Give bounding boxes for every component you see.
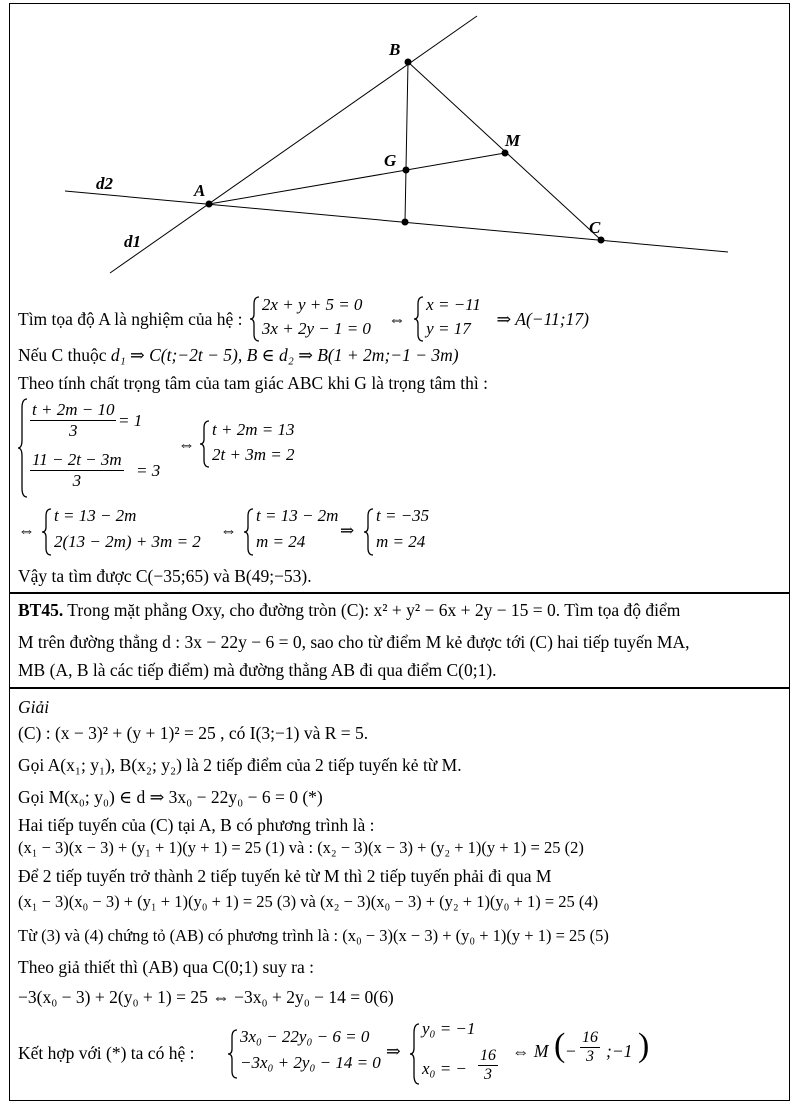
problem-line3: MB (A, B là các tiếp điểm) mà đường thẳng AB đi qua điểm C(0;1).: [18, 660, 497, 680]
solution2-l1: (C) : (x − 3)² + (y + 1)² = 25 , có I(3;−1) và R = 5.: [18, 723, 369, 743]
fraction-2: $\frac{11 - 2t - 3m}{3}$: [32, 450, 122, 490]
point-M: [502, 150, 509, 157]
geometry-figure: [0, 0, 800, 290]
point-C: [598, 237, 605, 244]
solution2-l10: −3(x₀ − 3) + 2(y₀ + 1) = 25 ⇔ −3x₀ + 2y₀ − 14 = 0(6): [18, 987, 394, 1007]
point-A: [206, 201, 213, 208]
line-d1: [110, 16, 477, 273]
solution2-l6: Để 2 tiếp tuyến trở thành 2 tiếp tuyến kẻ từ M thì 2 tiếp tuyến phải đi qua M: [18, 866, 552, 886]
solution2-l5: (x₁ − 3)(x − 3) + (y₁ + 1)(y + 1) = 25 (1) và : (x₂ − 3)(x − 3) + (y₂ + 1)(y + 1) = 25 (2): [18, 838, 584, 857]
solution2-l8: Từ (3) và (4) chứng tỏ (AB) có phương trình là : (x₀ − 3)(x − 3) + (y₀ + 1)(y + 1) = 25 (5): [18, 926, 609, 945]
solution2-l9: Theo giả thiết thì (AB) qua C(0;1) suy ra :: [18, 957, 314, 977]
label-G: G: [384, 151, 397, 170]
point-I: [402, 219, 409, 226]
final-system: Kết hợp với (*) ta có hệ : 3x₀ − 22y₀ − 6 = 0 −3x₀ + 2y₀ − 14 = 0 ⇒ y₀ = −1 x₀ = − $\frac{16}{3}$ ⇔ M ( − $\frac{16}{3}$ ;−1 ): [18, 1019, 650, 1083]
label-d1: d1: [124, 232, 141, 251]
sys2-row2: 2t + 3m = 2: [212, 445, 295, 464]
solution2-l2: Gọi A(x₁; y₁), B(x₂; y₂) là 2 tiếp điểm của 2 tiếp tuyến kẻ từ M.: [18, 755, 462, 775]
system-b: [414, 296, 492, 342]
label-B: B: [389, 40, 401, 59]
solution1-conclusion: Vậy ta tìm được C(−35;65) và B(49;−53).: [18, 566, 312, 586]
point-G: [403, 167, 410, 174]
label-d2: d2: [96, 174, 113, 193]
solution2-heading: Giải: [18, 697, 50, 717]
system-a-row1: 2x + y + 5 = 0: [261, 295, 363, 314]
solution2-l4: Hai tiếp tuyến của (C) tại A, B có phương trình là :: [18, 815, 375, 835]
problem-line1: BT45. Trong mặt phẳng Oxy, cho đường tròn (C): x² + y² − 6x + 2y − 15 = 0. Tìm tọa độ điểm: [18, 600, 681, 620]
problem-label: BT45.: [18, 600, 64, 620]
solution1-line1: Tìm tọa độ A là nghiệm của hệ : 2x + y + 5 = 0 3x + 2y − 1 = 0 ⇔ x = −11 y = 17 ⇒ A(−11;17): [18, 296, 589, 342]
segment-B-foot: [405, 62, 408, 222]
label-A: A: [194, 181, 206, 200]
line-d2: [65, 191, 728, 252]
problem-line2: M trên đường thẳng d : 3x − 22y − 6 = 0, sao cho từ điểm M kẻ được tới (C) hai tiếp tuyến MA,: [18, 632, 690, 652]
segment-AM: [209, 153, 505, 204]
point-A-result: ⇒ A(−11;17): [496, 308, 589, 329]
fraction-1: $\frac{t + 2m - 10}{3}$: [32, 400, 115, 440]
system-a-row2: 3x + 2y − 1 = 0: [261, 319, 371, 338]
solution1-line2: Nếu C thuộc d₁ ⇒ C(t;−2t − 5), B ∈ d₂ ⇒ B(1 + 2m;−1 − 3m): [18, 345, 459, 365]
solution1-line3: Theo tính chất trọng tâm của tam giác ABC khi G là trọng tâm thì :: [18, 373, 488, 393]
system-b-row2: y = 17: [426, 319, 471, 338]
label-C: C: [589, 218, 601, 237]
system-b-row1: x = −11: [426, 295, 481, 314]
centroid-system: $\frac{t + 2m - 10}{3}$ = 1 $\frac{11 - 2t - 3m}{3}$ = 3 ⇔ t + 2m = 13 2t + 3m = 2: [18, 398, 318, 498]
label-M: M: [505, 131, 521, 150]
system-a: [250, 296, 380, 342]
solution2-l7: (x₁ − 3)(x₀ − 3) + (y₁ + 1)(y₀ + 1) = 25 (3) và (x₂ − 3)(x₀ − 3) + (y₂ + 1)(y₀ + 1) = 25 (4): [18, 892, 599, 911]
substitution-line: ⇔ t = 13 − 2m 2(13 − 2m) + 3m = 2 ⇔ t = 13 − 2m m = 24 ⇒ t = −35 m = 24: [18, 506, 518, 558]
sys2-row1: t + 2m = 13: [212, 420, 295, 439]
solution2-l3: Gọi M(x₀; y₀) ∈ d ⇒ 3x₀ − 22y₀ − 6 = 0 (*): [18, 787, 323, 807]
point-B: [405, 59, 412, 66]
